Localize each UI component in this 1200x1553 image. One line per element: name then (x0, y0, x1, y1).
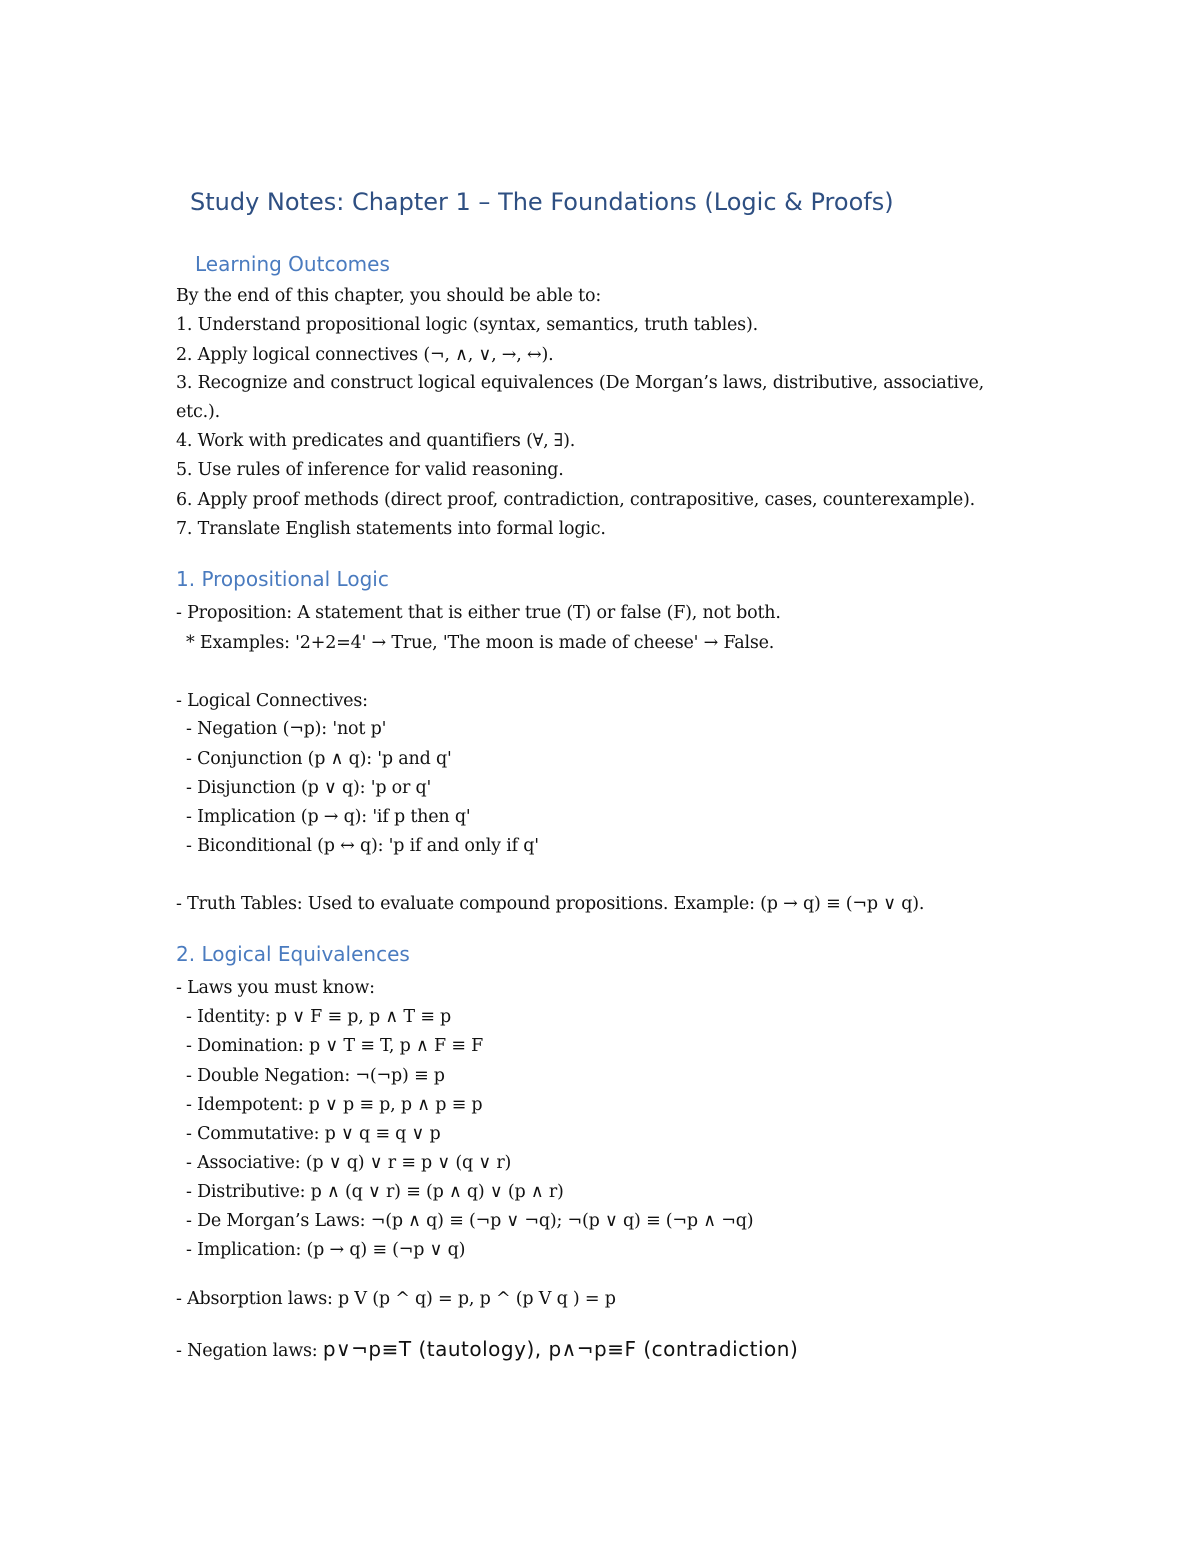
negation-laws-formula: p∨¬p≡T (tautology), p∧¬p≡F (contradiction) (322, 1337, 799, 1361)
connective-item: - Biconditional (p ↔ q): 'p if and only if q' (186, 836, 539, 856)
outcome-item: 7. Translate English statements into formal logic. (176, 519, 606, 539)
negation-laws-label: - Negation laws: (176, 1341, 323, 1361)
law-item: - Associative: (p ∨ q) ∨ r ≡ p ∨ (q ∨ r) (186, 1153, 512, 1173)
absorption-laws: - Absorption laws: p V (p ^ q) = p, p ^ (p V q ) = p (176, 1289, 616, 1309)
connective-item: - Negation (¬p): 'not p' (186, 719, 387, 739)
law-item: - Domination: p ∨ T ≡ T, p ∧ F ≡ F (186, 1036, 484, 1056)
outcome-item: 1. Understand propositional logic (syntax, semantics, truth tables). (176, 315, 758, 335)
law-item: - Distributive: p ∧ (q ∨ r) ≡ (p ∧ q) ∨ (p ∧ r) (186, 1182, 564, 1202)
truth-tables-note: - Truth Tables: Used to evaluate compound propositions. Example: (p → q) ≡ (¬p ∨ q). (176, 894, 925, 914)
page-title: Study Notes: Chapter 1 – The Foundations (Logic & Proofs) (190, 188, 894, 216)
connective-item: - Implication (p → q): 'if p then q' (186, 807, 471, 827)
proposition-examples: * Examples: '2+2=4' → True, 'The moon is made of cheese' → False. (186, 633, 775, 653)
negation-laws (176, 1338, 798, 1362)
section-heading-logical-equivalences: 2. Logical Equivalences (176, 942, 410, 966)
connective-item: - Disjunction (p ∨ q): 'p or q' (186, 778, 432, 798)
law-item: - Commutative: p ∨ q ≡ q ∨ p (186, 1124, 441, 1144)
law-item: - Idempotent: p ∨ p ≡ p, p ∧ p ≡ p (186, 1095, 483, 1115)
law-item: - Identity: p ∨ F ≡ p, p ∧ T ≡ p (186, 1007, 452, 1027)
section-heading-propositional-logic: 1. Propositional Logic (176, 567, 389, 591)
learning-outcomes-heading: Learning Outcomes (195, 252, 390, 276)
outcome-item: etc.). (176, 402, 220, 422)
outcome-item: 4. Work with predicates and quantifiers (∀, ∃). (176, 431, 576, 451)
learning-outcomes-intro: By the end of this chapter, you should be able to: (176, 286, 602, 306)
outcome-item: 2. Apply logical connectives (¬, ∧, ∨, →, ↔). (176, 345, 554, 365)
connective-item: - Conjunction (p ∧ q): 'p and q' (186, 749, 452, 769)
laws-heading: - Laws you must know: (176, 978, 375, 998)
law-item: - De Morgan’s Laws: ¬(p ∧ q) ≡ (¬p ∨ ¬q); ¬(p ∨ q) ≡ (¬p ∧ ¬q) (186, 1211, 754, 1231)
law-item: - Double Negation: ¬(¬p) ≡ p (186, 1066, 445, 1086)
outcome-item: 5. Use rules of inference for valid reasoning. (176, 460, 564, 480)
law-item: - Implication: (p → q) ≡ (¬p ∨ q) (186, 1240, 466, 1260)
outcome-item: 3. Recognize and construct logical equivalences (De Morgan’s laws, distributive, associative, (176, 373, 985, 393)
proposition-definition: - Proposition: A statement that is either true (T) or false (F), not both. (176, 603, 781, 623)
outcome-item: 6. Apply proof methods (direct proof, contradiction, contrapositive, cases, counterexample). (176, 490, 975, 510)
connectives-heading: - Logical Connectives: (176, 691, 368, 711)
